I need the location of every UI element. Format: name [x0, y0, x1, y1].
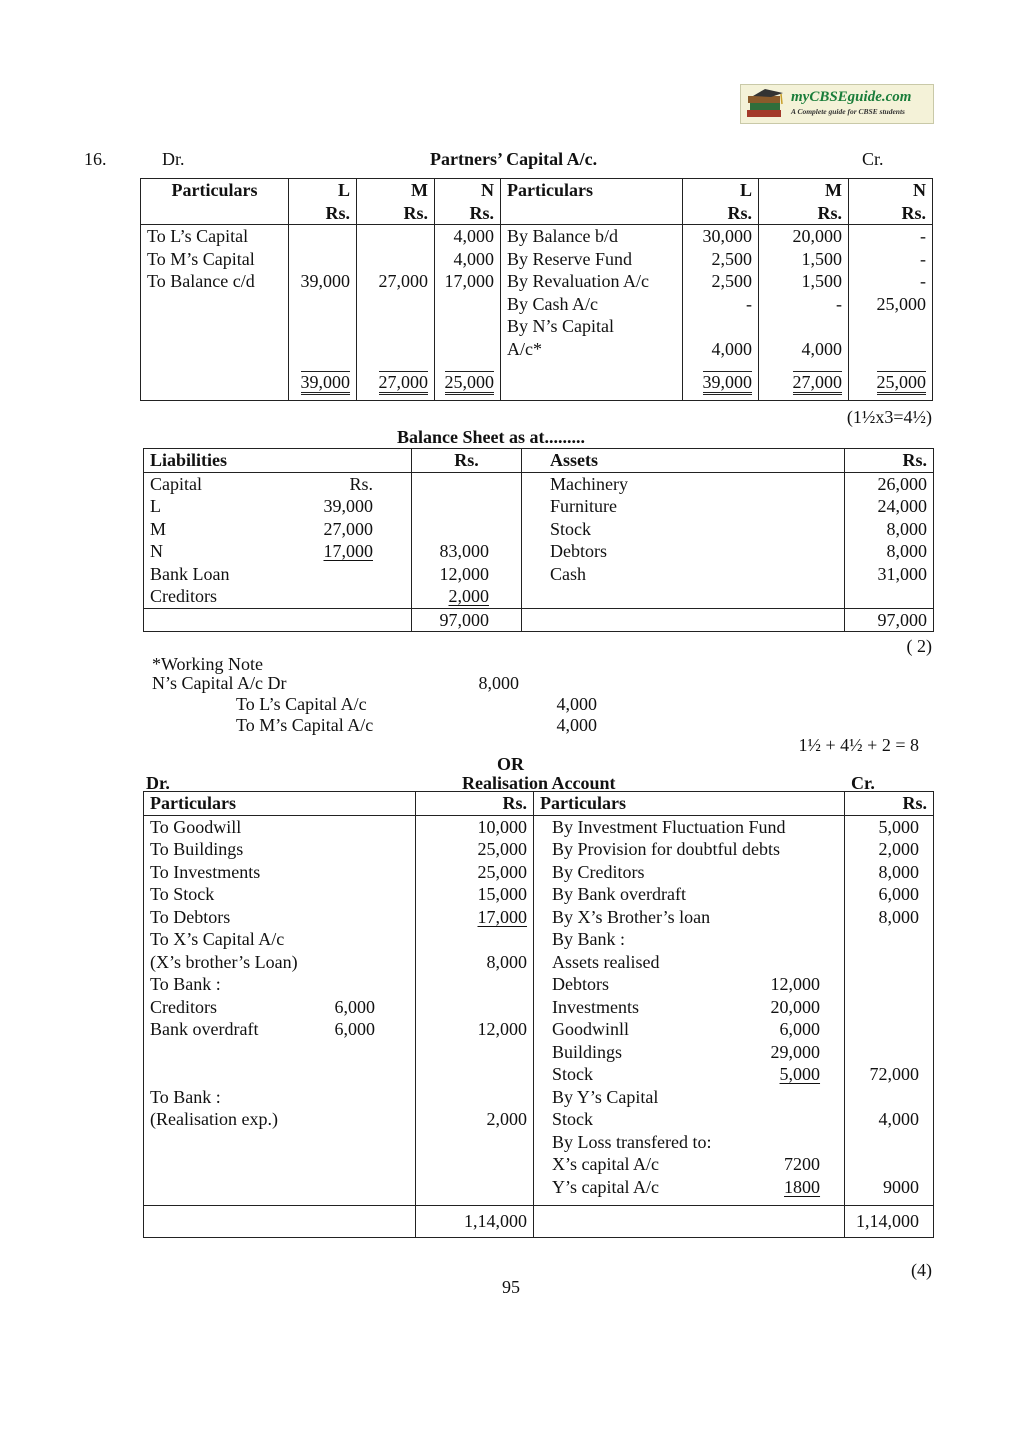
real-cr-particular: Investments: [534, 996, 718, 1019]
capital-unit: Rs.: [683, 202, 759, 225]
capital-cell: [357, 225, 435, 248]
bs-liability-cell: [144, 585, 412, 608]
bs-liability-sub: Rs.: [349, 473, 373, 494]
real-dr-particular: [144, 1131, 324, 1154]
real-dr-particular: [144, 1176, 324, 1200]
working-note-debit: N’s Capital A/c Dr: [152, 673, 287, 693]
bs-asset-amount: 31,000: [845, 563, 934, 586]
capital-cell: By Cash A/c: [501, 293, 683, 316]
real-dr-amount: [416, 861, 534, 884]
real-dr-sub: [324, 951, 416, 974]
real-dr-sub: [324, 815, 416, 838]
bs-total-liabilities: 97,000: [412, 608, 522, 632]
balance-header-row: [144, 449, 934, 473]
capital-cell: 4,000: [435, 248, 501, 271]
real-total-right: 1,14,000: [845, 1206, 934, 1238]
real-cr-particular: Assets realised: [534, 951, 718, 974]
real-cr-sub: [718, 1153, 845, 1176]
real-cr-amount: 72,000: [845, 1063, 934, 1086]
real-dr-particular: To Debtors: [150, 906, 231, 927]
capital-cell: -: [849, 270, 933, 293]
capital-cell: 17,000: [435, 270, 501, 293]
realisation-cr-label: Cr.: [851, 773, 875, 793]
real-dr-amount-value: 2,000: [486, 1109, 528, 1129]
bs-liability-sub: 27,000: [323, 518, 373, 539]
capital-row: [141, 225, 933, 248]
capital-unit-row: [141, 202, 933, 225]
balance-sheet-title: Balance Sheet as at.........: [397, 427, 585, 447]
capital-cell: [141, 293, 289, 316]
real-cr-amount: 2,000: [845, 838, 934, 861]
real-cr-amount: [845, 973, 934, 996]
realisation-body: [144, 815, 934, 1200]
bs-liability-amount: [412, 518, 522, 541]
real-dr-particular: To Bank :: [150, 1086, 221, 1107]
realisation-row: [144, 1041, 934, 1064]
realisation-row: [144, 1131, 934, 1154]
real-dr-particular: Bank overdraft: [150, 1019, 259, 1039]
real-cr-sub: [718, 906, 845, 929]
real-dr-amount: [416, 1153, 534, 1176]
capital-total-n-dr: 25,000: [445, 371, 495, 395]
real-dr-particular: Creditors: [150, 996, 217, 1017]
real-cr-sub: [718, 928, 845, 951]
working-note-debit-amount: 8,000: [478, 673, 519, 693]
capital-cell: [849, 315, 933, 338]
capital-row: [141, 338, 933, 361]
real-dr-particular: [144, 1153, 324, 1176]
realisation-row: [144, 815, 934, 838]
bs-liability-amount: [412, 495, 522, 518]
bs-liability-label: Bank Loan: [150, 563, 230, 584]
working-note-credit-m: To M’s Capital A/c: [236, 715, 374, 735]
bs-asset-label: Cash: [522, 563, 845, 586]
balance-total-row: [144, 608, 934, 632]
real-cr-particular: By X’s Brother’s loan: [534, 906, 718, 929]
real-dr-sub: [324, 838, 416, 861]
real-cr-amount: 6,000: [845, 883, 934, 906]
real-cr-sub: [718, 996, 845, 1019]
capital-cell: [759, 315, 849, 338]
real-cr-amount: 8,000: [845, 861, 934, 884]
real-cr-amount: [845, 1131, 934, 1154]
capital-cell: -: [759, 293, 849, 316]
real-dr-particular: To Investments: [150, 861, 261, 882]
balance-row: [144, 540, 934, 563]
balance-row: [144, 518, 934, 541]
bs-liability-label: M: [150, 518, 167, 539]
capital-unit: Rs.: [289, 202, 357, 225]
real-total-left: 1,14,000: [416, 1206, 534, 1238]
bs-liability-cell: [144, 495, 412, 518]
capital-cell: [357, 338, 435, 361]
realisation-marks: (4): [911, 1260, 932, 1280]
capital-col-l-dr: L: [289, 179, 357, 202]
realisation-row: [144, 1153, 934, 1176]
bs-total-assets: 97,000: [845, 608, 934, 632]
real-dr-amount-value: 17,000: [477, 906, 528, 927]
bs-liability-amount: [412, 472, 522, 495]
capital-unit: Rs.: [357, 202, 435, 225]
realisation-row: [144, 861, 934, 884]
real-dr-amount: [416, 906, 534, 929]
capital-cell: 4,000: [683, 338, 759, 361]
bs-liability-amount: 83,000: [412, 540, 522, 563]
capital-cell: 2,500: [683, 270, 759, 293]
bs-liability-label: L: [150, 496, 161, 516]
real-col-particulars-dr: Particulars: [144, 792, 416, 816]
total-marks: 1½ + 4½ + 2 = 8: [798, 735, 919, 755]
real-dr-particular: (Realisation exp.): [150, 1109, 278, 1129]
real-cr-particular: By Creditors: [534, 861, 718, 884]
real-dr-amount: [416, 1041, 534, 1064]
capital-cell: -: [849, 225, 933, 248]
real-dr-sub: [324, 1176, 416, 1200]
real-dr-sub: 6,000: [334, 996, 376, 1017]
real-col-rs-dr: Rs.: [416, 792, 534, 816]
capital-cell: [683, 315, 759, 338]
balance-row: [144, 472, 934, 495]
bs-liability-sub: 17,000: [323, 541, 373, 561]
real-cr-sub: [718, 1041, 845, 1064]
real-cr-sub: [718, 973, 845, 996]
realisation-row: [144, 996, 934, 1019]
bs-liability-cell: [144, 540, 412, 563]
capital-total-m-dr: 27,000: [379, 371, 429, 395]
bs-asset-label: Stock: [522, 518, 845, 541]
real-cr-sub-value: 1800: [784, 1176, 821, 1197]
capital-cell: [141, 315, 289, 338]
capital-cell: -: [849, 248, 933, 271]
real-cr-sub-value: 5,000: [779, 1064, 821, 1084]
real-dr-amount: [416, 815, 534, 838]
real-cr-sub: [718, 1131, 845, 1154]
bs-liability-label: N: [150, 541, 163, 561]
capital-cell: 30,000: [683, 225, 759, 248]
realisation-row: [144, 883, 934, 906]
balance-row: [144, 563, 934, 586]
bs-asset-label: Debtors: [522, 540, 845, 563]
capital-total-m-cr: 27,000: [793, 371, 843, 395]
capital-cell: By Revaluation A/c: [501, 270, 683, 293]
real-cr-sub: [718, 1176, 845, 1200]
capital-cell: [289, 293, 357, 316]
real-cr-sub: [718, 1018, 845, 1041]
real-dr-amount: [416, 838, 534, 861]
real-dr-amount: [416, 996, 534, 1019]
bs-col-rs-right: Rs.: [845, 449, 934, 473]
capital-cell: [141, 338, 289, 361]
real-cr-particular: By Investment Fluctuation Fund: [534, 815, 718, 838]
real-dr-sub: [324, 928, 416, 951]
capital-cell: By Reserve Fund: [501, 248, 683, 271]
real-cr-sub-value: 7200: [784, 1154, 821, 1174]
capital-cell: [435, 315, 501, 338]
bs-asset-amount: 26,000: [845, 472, 934, 495]
real-cr-sub: [718, 883, 845, 906]
real-dr-amount: [416, 883, 534, 906]
real-dr-sub: [324, 861, 416, 884]
real-cr-particular: By Y’s Capital: [534, 1086, 718, 1109]
realisation-table: [143, 791, 934, 1238]
working-note-credit-m-amount: 4,000: [556, 715, 597, 735]
real-cr-amount: 8,000: [845, 906, 934, 929]
real-dr-amount: [416, 928, 534, 951]
real-dr-particular: To Buildings: [150, 839, 244, 859]
mycbseguide-logo: [740, 84, 934, 124]
real-dr-amount: [416, 1086, 534, 1109]
real-cr-amount: [845, 928, 934, 951]
balance-row: [144, 585, 934, 608]
bs-asset-label: Machinery: [522, 472, 845, 495]
capital-cell: [357, 315, 435, 338]
capital-cell: [435, 338, 501, 361]
capital-unit: Rs.: [759, 202, 849, 225]
balance-row: [144, 495, 934, 518]
bs-liability-sub: 39,000: [323, 496, 373, 516]
capital-cell: 4,000: [759, 338, 849, 361]
books-icon: [745, 88, 789, 120]
bs-liability-cell: [144, 563, 412, 586]
bs-col-rs-left: Rs.: [412, 449, 522, 473]
balance-body: [144, 472, 934, 608]
real-dr-amount: [416, 973, 534, 996]
balance-sheet-table: [143, 448, 934, 632]
bs-asset-amount: 24,000: [845, 495, 934, 518]
capital-cell: -: [683, 293, 759, 316]
real-dr-sub: [324, 1131, 416, 1154]
real-cr-particular: By Loss transfered to:: [534, 1131, 718, 1154]
bs-col-assets: Assets: [522, 449, 845, 473]
real-cr-sub-value: 20,000: [770, 996, 821, 1017]
capital-cell: To Balance c/d: [147, 271, 255, 291]
real-cr-sub: [718, 1108, 845, 1131]
bs-liability-cell: [144, 472, 412, 495]
bs-liability-amount: [412, 585, 522, 608]
capital-marks: (1½x3=4½): [846, 407, 932, 427]
realisation-total-row: [144, 1206, 934, 1238]
capital-cell: 39,000: [289, 270, 357, 293]
bs-liability-label: Capital: [150, 473, 202, 494]
capital-cell: [289, 338, 357, 361]
real-cr-sub: [718, 951, 845, 974]
real-cr-particular: X’s capital A/c: [534, 1153, 718, 1176]
capital-cell: 20,000: [759, 225, 849, 248]
capital-cell: A/c*: [501, 338, 683, 361]
capital-cell: 1,500: [759, 270, 849, 293]
real-dr-amount-value: 25,000: [477, 839, 528, 859]
capital-col-n-cr: N: [849, 179, 933, 202]
capital-cell: 27,000: [357, 270, 435, 293]
real-dr-particular: [144, 1063, 324, 1086]
realisation-row: [144, 951, 934, 974]
capital-col-m-dr: M: [357, 179, 435, 202]
realisation-row: [144, 1108, 934, 1131]
real-cr-sub: [718, 1063, 845, 1086]
bs-asset-amount: 8,000: [845, 518, 934, 541]
real-dr-sub: [324, 1153, 416, 1176]
real-cr-sub: [718, 861, 845, 884]
capital-cell: [357, 293, 435, 316]
real-cr-particular: Buildings: [534, 1041, 718, 1064]
real-cr-amount: [845, 1018, 934, 1041]
real-dr-particular: To X’s Capital A/c: [150, 929, 285, 949]
bs-asset-label: [522, 585, 845, 608]
real-dr-particular: To Bank :: [150, 974, 221, 994]
working-note-credit-l: To L’s Capital A/c: [236, 694, 367, 714]
working-note-credit-l-amount: 4,000: [556, 694, 597, 714]
capital-row: [141, 293, 933, 316]
real-cr-amount: [845, 1041, 934, 1064]
real-dr-amount-value: 15,000: [477, 884, 528, 904]
capital-col-particulars-dr: Particulars: [171, 180, 258, 200]
real-dr-amount-value: 10,000: [477, 816, 528, 837]
capital-total-n-cr: 25,000: [877, 371, 927, 395]
capital-cell: To L’s Capital: [147, 226, 249, 246]
real-dr-amount: [416, 1131, 534, 1154]
capital-total-row: [141, 360, 933, 400]
capital-row: [141, 315, 933, 338]
real-dr-amount-value: 8,000: [486, 951, 528, 972]
real-cr-sub-value: 6,000: [779, 1019, 821, 1039]
real-cr-particular: Goodwinll: [534, 1018, 718, 1041]
capital-cell: 2,500: [683, 248, 759, 271]
capital-unit: Rs.: [435, 202, 501, 225]
real-cr-amount: 4,000: [845, 1108, 934, 1131]
real-dr-amount: [416, 1063, 534, 1086]
capital-body: [141, 225, 933, 361]
page-number: 95: [502, 1277, 520, 1297]
capital-cell: [357, 248, 435, 271]
capital-cell: By Balance b/d: [501, 225, 683, 248]
real-col-particulars-cr: Particulars: [534, 792, 845, 816]
bs-creditors-amount: 2,000: [448, 586, 489, 606]
realisation-title: Realisation Account: [462, 773, 616, 793]
capital-unit: Rs.: [849, 202, 933, 225]
real-cr-particular: Stock: [534, 1063, 718, 1086]
capital-col-particulars-cr: Particulars: [501, 179, 683, 202]
real-dr-amount: [416, 951, 534, 974]
real-dr-particular: To Stock: [150, 884, 215, 904]
real-dr-amount: [416, 1108, 534, 1131]
capital-cell: 25,000: [849, 293, 933, 316]
realisation-row: [144, 1063, 934, 1086]
real-cr-amount: 5,000: [845, 815, 934, 838]
bs-liability-label: Creditors: [150, 586, 217, 606]
realisation-dr-label: Dr.: [146, 773, 170, 793]
bs-liability-amount: 12,000: [412, 563, 522, 586]
real-dr-sub: 6,000: [334, 1019, 376, 1039]
real-dr-amount: [416, 1018, 534, 1041]
real-dr-sub: [324, 1041, 416, 1064]
real-dr-particular: To Goodwill: [150, 816, 242, 837]
real-dr-sub: [324, 906, 416, 929]
real-cr-particular: Debtors: [534, 973, 718, 996]
capital-cell: 1,500: [759, 248, 849, 271]
capital-dr-label: Dr.: [162, 149, 185, 169]
question-number: 16.: [84, 149, 107, 169]
bs-liability-cell: [144, 518, 412, 541]
real-cr-sub-value: 12,000: [770, 974, 821, 994]
capital-row: [141, 248, 933, 271]
capital-cell: [289, 315, 357, 338]
real-cr-sub: [718, 1086, 845, 1109]
realisation-row: [144, 838, 934, 861]
real-cr-particular: Stock: [534, 1108, 718, 1131]
real-cr-amount: [845, 1153, 934, 1176]
capital-cell: By N’s Capital: [501, 315, 683, 338]
balance-sheet-marks: ( 2): [906, 636, 932, 656]
capital-cell: To M’s Capital: [147, 248, 255, 269]
real-dr-sub: [324, 883, 416, 906]
capital-cell: [849, 338, 933, 361]
or-label: OR: [497, 754, 524, 774]
real-cr-sub-value: 29,000: [770, 1041, 821, 1062]
realisation-row: [144, 1176, 934, 1200]
real-cr-particular: By Provision for doubtful debts: [534, 838, 718, 861]
realisation-row: [144, 973, 934, 996]
real-cr-amount: [845, 1086, 934, 1109]
real-dr-sub: [324, 1108, 416, 1131]
realisation-row: [144, 906, 934, 929]
realisation-header-row: [144, 792, 934, 816]
real-dr-amount-value: 12,000: [477, 1019, 528, 1039]
bs-asset-amount: 8,000: [845, 540, 934, 563]
real-cr-amount: 9000: [845, 1176, 934, 1200]
working-note-title: *Working Note: [152, 654, 264, 674]
real-cr-particular: By Bank :: [534, 928, 718, 951]
capital-total-l-cr: 39,000: [703, 371, 753, 395]
capital-col-n-dr: N: [435, 179, 501, 202]
capital-cell: [435, 293, 501, 316]
real-dr-sub: [324, 1063, 416, 1086]
realisation-row: [144, 1086, 934, 1109]
real-cr-amount: [845, 996, 934, 1019]
real-dr-particular: [144, 1041, 324, 1064]
realisation-row: [144, 928, 934, 951]
real-dr-amount: [416, 1176, 534, 1200]
capital-cr-label: Cr.: [862, 149, 884, 169]
real-cr-particular: Y’s capital A/c: [534, 1176, 718, 1200]
capital-cell: [289, 225, 357, 248]
realisation-row: [144, 1018, 934, 1041]
real-dr-amount-value: 25,000: [477, 861, 528, 882]
partners-capital-table: [140, 178, 933, 401]
real-dr-sub: [324, 1086, 416, 1109]
capital-col-m-cr: M: [759, 179, 849, 202]
capital-header-row: [141, 179, 933, 202]
capital-cell: 4,000: [435, 225, 501, 248]
bs-asset-amount: [845, 585, 934, 608]
real-dr-particular: (X’s brother’s Loan): [150, 951, 298, 972]
logo-name: myCBSEguide.com: [791, 89, 912, 105]
bs-asset-label: Furniture: [522, 495, 845, 518]
real-dr-sub: [324, 973, 416, 996]
capital-total-l-dr: 39,000: [301, 371, 351, 395]
real-col-rs-cr: Rs.: [845, 792, 934, 816]
bs-col-liabilities: Liabilities: [144, 449, 412, 473]
capital-title: Partners’ Capital A/c.: [430, 149, 598, 169]
capital-cell: [289, 248, 357, 271]
real-cr-particular: By Bank overdraft: [534, 883, 718, 906]
capital-row: [141, 270, 933, 293]
logo-tagline: A Complete guide for CBSE students: [791, 107, 905, 116]
real-cr-amount: [845, 951, 934, 974]
capital-col-l-cr: L: [683, 179, 759, 202]
